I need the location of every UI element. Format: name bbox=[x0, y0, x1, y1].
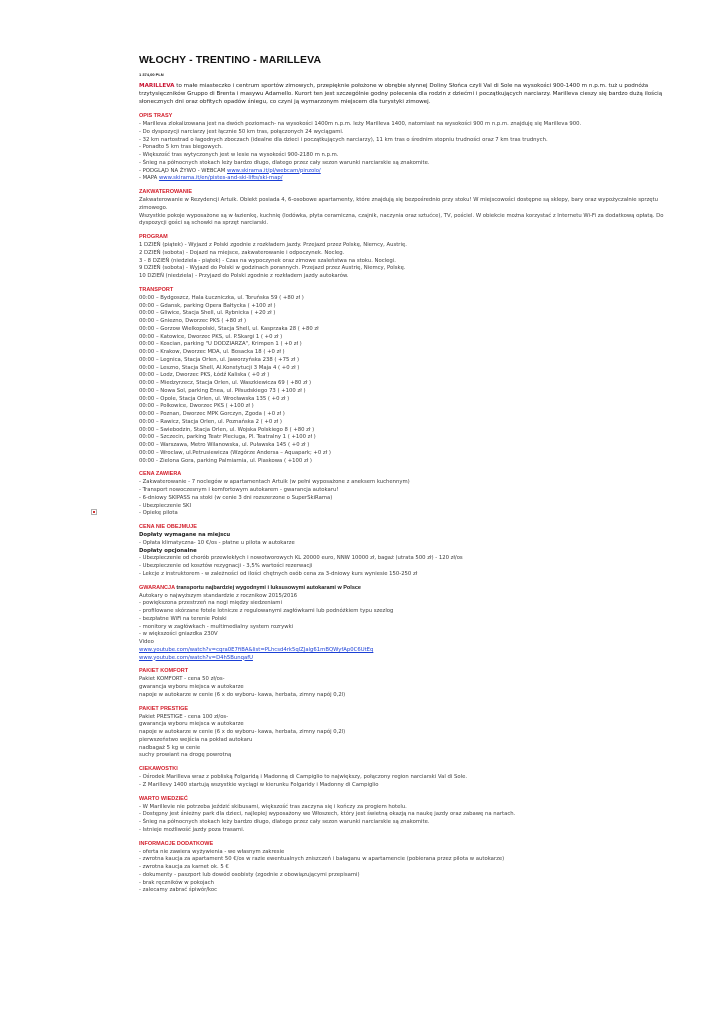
section-title: TRANSPORT bbox=[139, 286, 174, 293]
section-cena-zawiera bbox=[139, 471, 679, 518]
text-line: 00:00 – Miedzyrzecz, Stacja Orlen, ul. Waszkiewicza 69 ( +80 zł ) bbox=[139, 380, 312, 386]
text-line: 00:00 – Swiebodzin, Stacja Orlen, ul. Wojska Polskiego 8 ( +80 zł ) bbox=[139, 426, 315, 433]
section-transport bbox=[139, 287, 679, 466]
section-title: PROGRAM bbox=[139, 234, 168, 240]
section-lines bbox=[139, 676, 679, 699]
text-line: 00:00 - Zielona Gora, parking Palmiarnia, ul. Piaskowa ( +100 zł ) bbox=[139, 457, 312, 464]
text-line: 00:00 – Warszawa, Metro Wilanowska, ul. Puławska 145 ( +0 zł ) bbox=[139, 442, 310, 448]
text-line: nadbagaż 5 kg w cenie bbox=[139, 744, 201, 751]
text-line: gwarancja wyboru miejsca w autokarze bbox=[139, 684, 244, 690]
section-lines bbox=[139, 714, 679, 761]
text-line: - Ubezpieczenie SKI bbox=[139, 502, 192, 509]
section-lines bbox=[139, 804, 679, 835]
text-line: Pakiet PRESTIGE - cena 100 zł/os- bbox=[139, 713, 229, 720]
text-line: - dokumenty - paszport lub dowód osobisty (zgodnie z obowiązującymi przepisami) bbox=[139, 871, 360, 878]
text-line: Wszystkie pokoje wyposażone są w łazienkę, kuchnię (lodówka, płyta ceramiczna, czajnik, naczynia oraz sztućce), TV, pościel. W obiekcie można korzystać z Internetu Wi-Fi za dodatkową opłatą. Do dyspozycji gości są schowki na sprzęt narciarski. bbox=[139, 212, 664, 227]
text-line: 10 DZIEŃ (niedziela) - Przyjazd do Polski zgodnie z rozkładem jazdy autokarów. bbox=[139, 273, 349, 279]
video-link-line bbox=[139, 647, 679, 655]
text-line: 00:00 – Gorzow Wielkopolski, Stacja Shell, ul. Kasprzaka 28 ( +80 zł bbox=[139, 325, 319, 332]
section-pakiet-prestige bbox=[139, 706, 679, 761]
section-title: CENA ZAWIERA bbox=[139, 471, 182, 478]
text-line: - oferta nie zawiera wyżywienia - we własnym zakresie bbox=[139, 848, 285, 855]
map-link[interactable]: www.skirama.it/en/pistes-and-ski-lifts/ski-map/ bbox=[158, 175, 283, 182]
section-lines bbox=[139, 479, 679, 518]
text-line: napoje w autokarze w cenie (6 x do wyboru- kawa, herbata, zimny napój 0,2l) bbox=[139, 729, 346, 735]
text-line: - Ubezpieczenie od kosztów rezygnacji - 3,5% wartości rezerwacji bbox=[139, 563, 313, 569]
subheading-required: Dopłaty wymagane na miejscu bbox=[139, 532, 231, 538]
text-line: - powiększona przestrzeń na nogi między siedzeniami bbox=[139, 600, 282, 607]
text-line: - Ponadto 5 km tras biegowych. bbox=[139, 144, 223, 151]
text-line: - Z Marillevy 1400 startują wszystkie wyciągi w kierunku Folgaridy i Madonny di Campiglio bbox=[139, 781, 379, 788]
text-line: 00:00 – Polkowice, Dworzec PKS ( +100 zł ) bbox=[139, 403, 254, 410]
text-line: 9 DZIEŃ (sobota) - Wyjazd do Polski w godzinach porannych. Przejazd przez Austrię, Niemcy, Polskę. bbox=[139, 265, 406, 272]
video-link[interactable]: www.youtube.com/watch?v=cqra0E7fiBA&list=PLhcsd4rk5qlZJalg61mBQWyfAp0C6UtEq bbox=[139, 646, 374, 653]
text-line: pierwszeństwo wejścia na pokład autokaru bbox=[139, 736, 253, 743]
intro-paragraph bbox=[139, 82, 679, 106]
text-line: - Ośrodek Marilleva wraz z pobliską Folgaridą i Madonną di Campiglio to największy, połączony region narciarski Val di Sole. bbox=[139, 774, 468, 780]
text-line: 00:00 – Szczecin, parking Teatr Pleciuga, Pl. Teatralny 1 ( +100 zł ) bbox=[139, 434, 316, 441]
text-line: 00:00 – Poznan, Dworzec MPK Gorczyn, Zgoda ( +0 zł ) bbox=[139, 411, 285, 417]
section-title: PAKIET KOMFORT bbox=[139, 668, 189, 675]
section-title bbox=[139, 585, 679, 592]
text-line: 00:00 – Nowa Sol, parking Enea, ul. Piłsudskiego 73 ( +100 zł ) bbox=[139, 387, 306, 394]
text-line: - Dostępny jest śnieżny park dla dzieci, najlepiej wyposażony we Włoszech, który jest świetną okazją na naukę jazdy oraz zabawę na nartach. bbox=[139, 811, 516, 818]
intro-accent: MARILLEVA bbox=[139, 83, 175, 89]
text-line: - Opłata klimatyczna- 10 €/os - płatne u pilota w autokarze bbox=[139, 539, 295, 546]
section-lines bbox=[139, 295, 679, 466]
section-lines bbox=[139, 593, 679, 647]
webcam-link[interactable]: www.skirama.it/pl/webcam/pinzolo/ bbox=[227, 167, 321, 174]
text-line: gwarancja wyboru miejsca w autokarze bbox=[139, 721, 244, 728]
map-line bbox=[139, 175, 679, 183]
section-title: CENA NIE OBEJMUJE bbox=[139, 524, 197, 530]
section-lines bbox=[139, 540, 679, 548]
text-line: - W Marillevie nie potrzeba jeździć skibusami, większość tras zaczyna się i kończy za progiem hotelu. bbox=[139, 803, 407, 810]
webcam-label: - PODGLĄD NA ŻYWO - WEBCAM bbox=[139, 167, 227, 174]
section-cena-nie-obejmuje bbox=[139, 524, 679, 579]
text-line: - brak ręczników w pokojach bbox=[139, 879, 214, 886]
text-line: - Ubezpieczenie od chorób przewlekłych i nowotworowych KL 20000 euro, NNW 10000 zł, bagaż (utrata 500 zł) - 120 zł/os bbox=[139, 555, 463, 562]
offer-document bbox=[139, 54, 679, 901]
text-line: - Śnieg na północnych stokach leży bardzo długo, dlatego przez cały sezon warunki narciarskie są znakomite. bbox=[139, 819, 430, 825]
text-line: - zwrotna kaucja za apartament 50 €/os w razie ewentualnych zniszczeń i bałaganu w apartamencie (pobierana przez pilota w autokarze) bbox=[139, 856, 505, 863]
text-line: 00:00 – Wroclaw, ul.Petrusiewicza (Wzgórze Andersa – Aquapark; +0 zł ) bbox=[139, 449, 331, 456]
text-line: suchy prowiant na drogę powrotną bbox=[139, 752, 232, 759]
section-pakiet-komfort bbox=[139, 668, 679, 699]
text-line: 00:00 – Lodz, Dworzec PKS, Łódź Kaliska ( +0 zł ) bbox=[139, 372, 270, 379]
map-label: - MAPA bbox=[139, 175, 159, 182]
text-line: napoje w autokarze w cenie (6 x do wyboru- kawa, herbata, zimny napój 0,2l) bbox=[139, 691, 346, 698]
text-line: 00:00 – Rawicz, Stacja Orlen, ul. Poznańska 2 ( +0 zł ) bbox=[139, 418, 282, 425]
text-line: - 6-dniowy SKIPASS na stoki (w cenie 3 dni rozszerzone o SuperSkiRama) bbox=[139, 494, 333, 501]
text-line: - Do dyspozycji narciarzy jest łącznie 50 km tras, połączonych 24 wyciągami. bbox=[139, 128, 344, 135]
broken-image-icon bbox=[91, 509, 97, 515]
text-line: - zwrotna kaucja za karnet ok. 5 € bbox=[139, 864, 229, 870]
text-line: 00:00 – Bydgoszcz, Hala Łuczniczka, ul. Toruńska 59 ( +80 zł ) bbox=[139, 294, 304, 301]
section-opis-trasy bbox=[139, 113, 679, 183]
text-line: Video bbox=[139, 639, 154, 645]
webcam-line bbox=[139, 168, 679, 176]
text-line: - Transport nowoczesnym i komfortowym autokarem - gwarancja autokaru! bbox=[139, 487, 339, 493]
text-line: - Zakwaterowanie - 7 noclegów w apartamentach Artuik (w pełni wyposażone z aneksem kuchennym) bbox=[139, 479, 410, 486]
section-title: WARTO WIEDZIEĆ bbox=[139, 795, 188, 802]
section-zakwaterowanie bbox=[139, 189, 679, 228]
text-line: 00:00 – Krakow, Dworzec MDA, ul. Bosacka 18 ( +0 zł ) bbox=[139, 349, 285, 355]
text-line: - zalecamy zabrać śpiwór/koc bbox=[139, 887, 218, 894]
section-title: PAKIET PRESTIGE bbox=[139, 705, 189, 712]
text-line: - w większości gniazdka 230V bbox=[139, 631, 218, 638]
intro-text: to małe miasteczko i centrum sportów zimowych, przepięknie położone w obrębie słynnej Doliny Słońca czyli Val di Sole na wysokości 900-1400 m n.p.m. tuż u podnóża trzytysięczników Gruppo di Brenta i masywu Adamello. Kurort ten jest szczególnie godny polecenia dla rodzin z dziećmi i początkujących narciarzy. Marilleva cieszy się bardzo dużą ilością słonecznych dni oraz obfitych opadów śniegu, co czyni ją wymarzonym miejscem dla turystyki zimowej. bbox=[139, 83, 663, 105]
text-line: 00:00 – Legnica, Stacja Orlen, ul. Jaworzyńska 238 ( +75 zł ) bbox=[139, 356, 300, 363]
text-line: 1 DZIEŃ (piątek) - Wyjazd z Polski zgodnie z rozkładem jazdy. Przejazd przez Polskę, Niemcy, Austrię. bbox=[139, 242, 407, 248]
text-line: 00:00 – Gliwice, Stacja Shell, ul. Rybnicka ( +20 zł ) bbox=[139, 310, 276, 317]
text-line: 2 DZIEŃ (sobota) - Dojazd na miejsce, zakwaterowanie i odpoczynek. Nocleg. bbox=[139, 249, 345, 256]
section-lines bbox=[139, 242, 679, 281]
text-line: 00:00 – Leszno, Stacja Shell, Al.Konstytucji 3 Maja 4 ( +0 zł ) bbox=[139, 364, 300, 371]
subheading-optional: Dopłaty opcjonalne bbox=[139, 547, 197, 554]
text-line: 00:00 – Opole, Stacja Orlen, ul. Wrocławska 135 ( +0 zł ) bbox=[139, 395, 290, 402]
text-line: - profilowane skórzane fotele lotnicze z regulowanymi zagłówkami lub podnóżkiem typu szezlog bbox=[139, 608, 394, 614]
text-line: - Istnieje możliwość jazdy poza trasami. bbox=[139, 826, 245, 833]
text-line: - Większość tras wytyczonych jest w lesie na wysokości 900-2180 m n.p.m. bbox=[139, 152, 339, 158]
price: 1 374,00 PLN bbox=[139, 72, 164, 77]
text-line: - Lekcje z instruktorem - w zależności od ilości chętnych osób cena za 3-dniowy kurs wyniesie 150-250 zł bbox=[139, 570, 418, 577]
text-line: Pakiet KOMFORT - cena 50 zł/os- bbox=[139, 676, 225, 683]
page-title: WŁOCHY - TRENTINO - MARILLEVA bbox=[139, 54, 322, 66]
text-line: 00:00 – Koscian, parking "U DODZIARZA", Krimpen 1 ( +0 zł ) bbox=[139, 341, 302, 348]
section-title: INFORMACJE DODATKOWE bbox=[139, 840, 214, 847]
text-line: 3 - 8 DZIEŃ (niedziela - piątek) - Czas na wypoczynek oraz zimowe szaleństwa na stoku. Noclegi. bbox=[139, 257, 396, 264]
text-line: 00:00 – Katowice, Dworzec PKS, ul. P.Skargi 1 ( +0 zł ) bbox=[139, 333, 283, 340]
gwarancja-title-rest: transportu najbardziej wygodnymi i luksusowymi autokarami w Polsce bbox=[174, 584, 361, 591]
video-link[interactable]: www.youtube.com/watch?v=D4h5BunqafU bbox=[139, 654, 253, 661]
section-gwarancja bbox=[139, 585, 679, 663]
text-line: - 32 km nartostrad o łagodnych zboczach (idealne dla dzieci i początkujących narciarzy), 11 km tras o średnim stopniu trudności oraz 7 km tras trudnych. bbox=[139, 136, 548, 143]
section-title: ZAKWATEROWANIE bbox=[139, 189, 193, 195]
text-line: Zakwaterowanie w Rezydencji Artuik. Obiekt posiada 4, 6-osobowe apartamenty, które znajdują się bezpośrednio przy stoku! W miejscowości dostępne są sklepy, bary oraz wypożyczalnie sprzętu zimowego. bbox=[139, 197, 658, 211]
section-lines bbox=[139, 555, 679, 578]
gwarancja-title-accent: GWARANCJA bbox=[139, 584, 175, 591]
section-title: OPIS TRASY bbox=[139, 113, 173, 119]
section-program bbox=[139, 234, 679, 281]
text-line: - Opiekę pilota bbox=[139, 510, 178, 517]
video-link-line bbox=[139, 655, 679, 663]
section-ciekawostki bbox=[139, 766, 679, 790]
text-line: 00:00 – Gdansk, parking Opera Bałtycka ( +100 zł ) bbox=[139, 302, 276, 309]
section-lines bbox=[139, 849, 679, 896]
text-line: - monitory w zagłówkach - multimedialny system rozrywki bbox=[139, 623, 294, 630]
text-line: - Marilleva zlokalizowana jest na dwóch poziomach- na wysokości 1400m n.p.m. leży Marilleva 1400, natomiast na wysokości 900 m n.p.m. znajduję się Marilleva 900. bbox=[139, 121, 582, 127]
section-informacje-dodatkowe bbox=[139, 841, 679, 896]
section-title: CIEKAWOSTKI bbox=[139, 766, 178, 772]
text-line: - bezpłatne WiFi na terenie Polski bbox=[139, 615, 227, 622]
text-line: 00:00 – Gniezno, Dworzec PKS ( +80 zł ) bbox=[139, 318, 247, 324]
section-lines bbox=[139, 197, 679, 228]
section-warto-wiedziec bbox=[139, 796, 679, 835]
section-lines bbox=[139, 121, 679, 168]
section-lines bbox=[139, 774, 679, 790]
video-links bbox=[139, 647, 679, 663]
text-line: Autokary o najwyższym standardzie z rocznikow 2015/2016 bbox=[139, 592, 298, 599]
text-line: - Śnieg na północnych stokach leży bardzo długo, dlatego przez cały sezon warunki narciarskie są znakomite. bbox=[139, 159, 430, 166]
